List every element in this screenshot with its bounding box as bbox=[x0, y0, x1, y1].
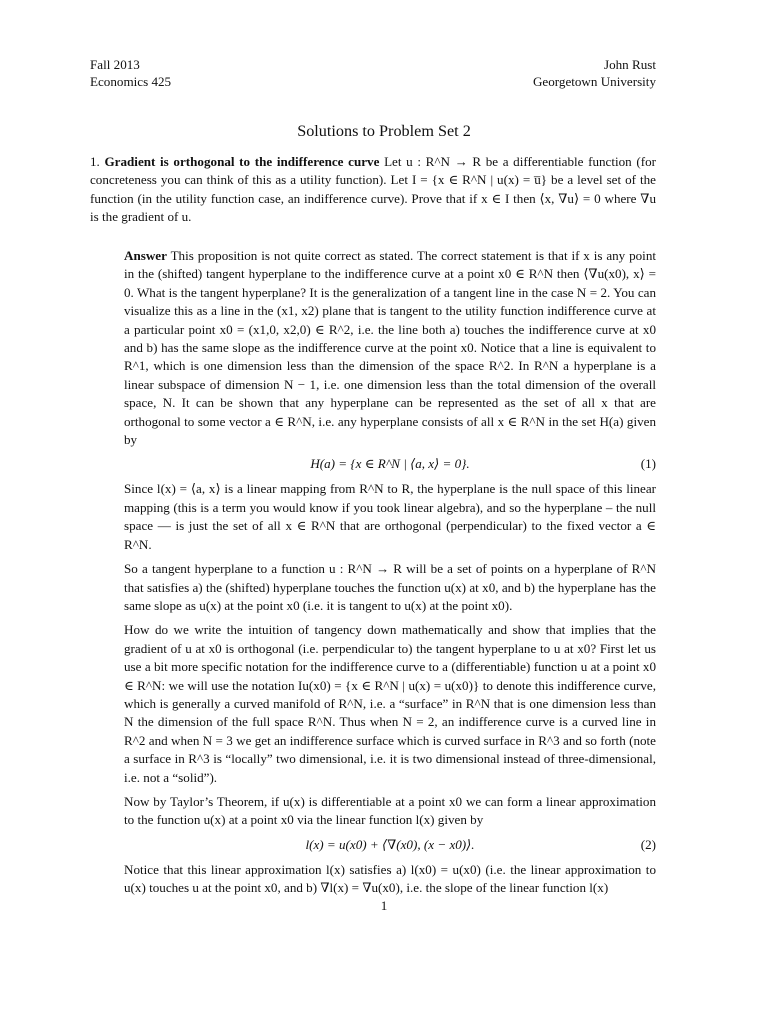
answer-paragraph-5: Now by Taylor’s Theorem, if u(x) is differentiable at a point x0 we can form a linear approximation to the function u(x) at a point x0 via the linear function l(x) given by bbox=[124, 793, 656, 828]
answer-paragraph-6: Notice that this linear approximation l(x) satisfies a) l(x0) = u(x0) (i.e. the linear approximation to u(x) touches u at the point x0, and b) ∇l(x) = ∇u(x0), i.e. the slope of the linear function l(x) bbox=[124, 861, 656, 896]
author: John Rust bbox=[603, 57, 656, 72]
problem-1 bbox=[90, 153, 656, 227]
answer-paragraph-2: Since l(x) = ⟨a, x⟩ is a linear mapping from R^N to R, the hyperplane is the null space of this linear mapping (this is a term you would know if you took linear algebra), and so the hyperplane – the null space — is just the set of all x ∈ R^N that are orthogonal (perpendicular) to the fixed vector a ∈ R^N. bbox=[124, 481, 656, 552]
header-left bbox=[90, 56, 171, 90]
answer-p1-text: This proposition is not quite correct as stated. The correct statement is that if x is any point in the (shifted) tangent hyperplane to the indifference curve at a point x0 ∈ R^N then ⟨∇u(x0), x⟩ = 0. What is the tangent hyperplane? It is the generalization of a tangent line in the case N = 2. You can visualize this as a line in the (x1, x2) plane that is tangent to the utility function indifference curve at a particular point x0 = (x1,0, x2,0) ∈ R^2, i.e. the line both a) touches the indifference curve at x0 and b) has the same slope as the indifference curve at the point x0. Notice that a line is equivalent to R^1, which is one dimension less than the dimension of the space R^2. In R^N a hyperplane is a linear subspace of dimension N − 1, i.e. one dimension less than the total dimension of the overall space, N. It can be shown that any hyperplane can be represented as the set of all x that are orthogonal to some vector a ∈ R^N, i.e. any hyperplane consists of all x ∈ R^N in the set H(a) given by bbox=[124, 248, 657, 448]
equation-1-body: H(a) = {x ∈ R^N | ⟨a, x⟩ = 0}. bbox=[310, 456, 470, 472]
answer-label: Answer bbox=[124, 248, 167, 263]
page-number: 1 bbox=[380, 898, 388, 913]
institution: Georgetown University bbox=[532, 74, 656, 89]
equation-1-number: (1) bbox=[640, 456, 656, 472]
answer-paragraph-3: So a tangent hyperplane to a function u : R^N → R will be a set of points on a hyperplane of R^N that satisfies a) the (shifted) hyperplane touches the function u(x) at x0, and b) the hyperplane has the same slope as u(x) at the point x0 (i.e. it is tangent to u(x) at the point x0). bbox=[124, 561, 656, 613]
problem-heading: Gradient is orthogonal to the indifference curve bbox=[104, 154, 380, 169]
answer-paragraph-4: How do we write the intuition of tangency down mathematically and show that implies that the gradient of u at x0 is orthogonal (i.e. perpendicular to) the tangent hyperplane to u at x0? First let us use a bit more specific notation for the indifference curve to a (differentiable) function u at a point x0 ∈ R^N: we will use the notation Iu(x0) = {x ∈ R^N | u(x) = u(x0)} to denote this indifference curve, which is generally a curved manifold of R^N, i.e. a “surface” in R^N that is one dimension less than N the dimension of the full space R^N. Thus when N = 2, an indifference curve is a curved line in R^2 and when N = 3 we get an indifference surface which is curved surface in R^3 and so forth (note a surface in R^3 is “locally” two dimensional, i.e. it is two dimensional instead of three-dimensional, i.e. not a “solid”). bbox=[124, 622, 656, 785]
equation-1 bbox=[124, 455, 656, 474]
equation-2 bbox=[124, 836, 656, 855]
header-right bbox=[533, 56, 656, 90]
answer-section bbox=[124, 247, 656, 904]
document-title: Solutions to Problem Set 2 bbox=[297, 122, 471, 140]
equation-2-number: (2) bbox=[640, 836, 656, 852]
problem-number: 1. bbox=[90, 154, 100, 169]
equation-2-body: l(x) = u(x0) + ⟨∇(x0), (x − x0)⟩. bbox=[305, 836, 475, 852]
answer-paragraph-1 bbox=[124, 247, 656, 449]
problem-text: Let u : R^N → R be a differentiable function (for concreteness you can think of this as a utility function). Let I = {x ∈ R^N | u(x) = u̅} be a level set of the function (in the utility function case, an indifference curve). Prove that if x ∈ I then ⟨x, ∇u⟩ = 0 where ∇u is the gradient of u. bbox=[90, 154, 657, 225]
course: Economics 425 bbox=[90, 74, 172, 89]
term: Fall 2013 bbox=[90, 57, 140, 72]
